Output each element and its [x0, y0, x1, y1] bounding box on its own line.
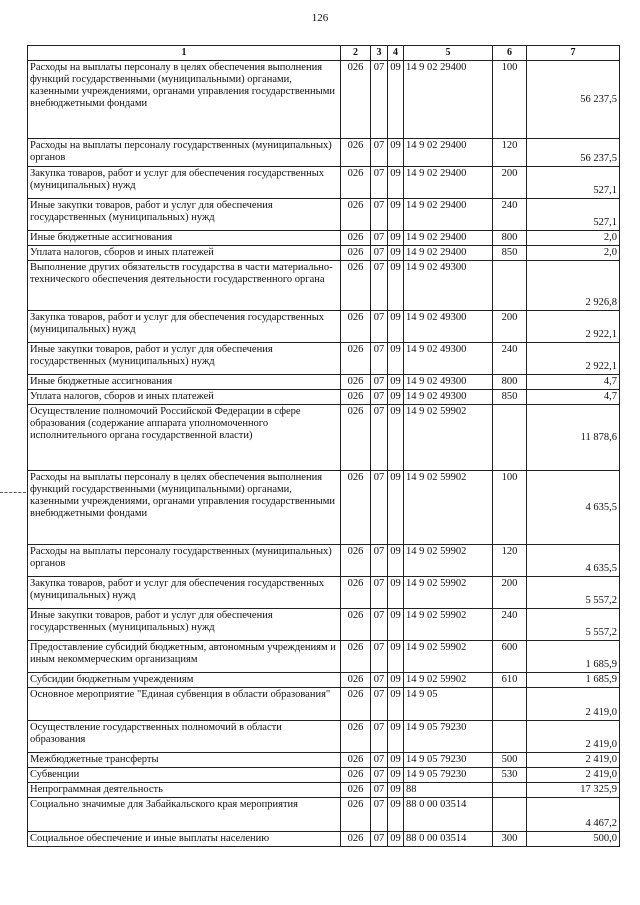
code-cell: 14 9 02 49300	[404, 343, 493, 375]
expense-name-cell: Выполнение других обязательств государства в части материально-технического обеспечения деятельности государственного органа	[28, 261, 341, 311]
code-cell: 09	[388, 61, 404, 139]
code-cell: 07	[371, 405, 388, 471]
code-cell: 07	[371, 199, 388, 231]
table-row	[28, 343, 620, 375]
code-cell: 07	[371, 832, 388, 847]
table-row	[28, 545, 620, 577]
amount-cell: 1 685,9	[527, 673, 620, 688]
code-cell: 026	[341, 545, 371, 577]
amount-cell: 4,7	[527, 375, 620, 390]
amount-cell: 2,0	[527, 231, 620, 246]
amount-cell: 4,7	[527, 390, 620, 405]
amount-cell: 4 635,5	[527, 545, 620, 577]
code-cell: 120	[493, 139, 527, 167]
code-cell: 14 9 02 59902	[404, 577, 493, 609]
table-row	[28, 139, 620, 167]
expense-name-cell: Иные бюджетные ассигнования	[28, 375, 341, 390]
code-cell: 850	[493, 390, 527, 405]
code-cell: 026	[341, 768, 371, 783]
code-cell: 09	[388, 688, 404, 721]
code-cell: 09	[388, 721, 404, 753]
code-cell: 026	[341, 261, 371, 311]
expense-name-cell: Уплата налогов, сборов и иных платежей	[28, 246, 341, 261]
code-cell: 09	[388, 375, 404, 390]
code-cell: 026	[341, 798, 371, 832]
code-cell: 07	[371, 783, 388, 798]
code-cell: 07	[371, 673, 388, 688]
table-row	[28, 471, 620, 545]
code-cell: 07	[371, 471, 388, 545]
code-cell: 026	[341, 61, 371, 139]
expense-name-cell: Предоставление субсидий бюджетным, автономным учреждениям и иным некоммерческим организациям	[28, 641, 341, 673]
code-cell: 026	[341, 832, 371, 847]
code-cell: 07	[371, 261, 388, 311]
column-header: 4	[388, 46, 404, 61]
code-cell: 09	[388, 471, 404, 545]
table-row	[28, 390, 620, 405]
code-cell: 88 0 00 03514	[404, 832, 493, 847]
table-row	[28, 768, 620, 783]
code-cell: 88 0 00 03514	[404, 798, 493, 832]
code-cell: 026	[341, 471, 371, 545]
code-cell: 07	[371, 343, 388, 375]
code-cell: 07	[371, 311, 388, 343]
code-cell: 09	[388, 231, 404, 246]
amount-cell: 11 878,6	[527, 405, 620, 471]
expense-name-cell: Расходы на выплаты персоналу государственных (муниципальных) органов	[28, 139, 341, 167]
page-number: 126	[311, 12, 329, 24]
table-row	[28, 167, 620, 199]
column-header: 6	[493, 46, 527, 61]
code-cell: 14 9 05 79230	[404, 768, 493, 783]
table-row	[28, 231, 620, 246]
code-cell: 07	[371, 688, 388, 721]
expense-name-cell: Социально значимые для Забайкальского края мероприятия	[28, 798, 341, 832]
code-cell: 026	[341, 343, 371, 375]
table-row	[28, 721, 620, 753]
table-row	[28, 673, 620, 688]
code-cell: 09	[388, 199, 404, 231]
table-row	[28, 609, 620, 641]
code-cell: 14 9 02 29400	[404, 199, 493, 231]
code-cell: 14 9 02 29400	[404, 246, 493, 261]
code-cell: 07	[371, 246, 388, 261]
code-cell: 14 9 02 59902	[404, 673, 493, 688]
code-cell: 14 9 02 49300	[404, 390, 493, 405]
code-cell: 07	[371, 375, 388, 390]
table-row	[28, 405, 620, 471]
code-cell	[493, 405, 527, 471]
code-cell: 026	[341, 246, 371, 261]
expense-name-cell: Иные закупки товаров, работ и услуг для обеспечения государственных (муниципальных) нужд	[28, 609, 341, 641]
code-cell: 09	[388, 545, 404, 577]
amount-cell: 4 635,5	[527, 471, 620, 545]
amount-cell: 500,0	[527, 832, 620, 847]
code-cell: 09	[388, 673, 404, 688]
code-cell: 07	[371, 641, 388, 673]
expense-name-cell: Субсидии бюджетным учреждениям	[28, 673, 341, 688]
table-header-row	[28, 46, 620, 61]
amount-cell: 5 557,2	[527, 609, 620, 641]
table-row	[28, 783, 620, 798]
code-cell: 026	[341, 753, 371, 768]
amount-cell: 2 922,1	[527, 311, 620, 343]
amount-cell: 527,1	[527, 199, 620, 231]
code-cell: 300	[493, 832, 527, 847]
amount-cell: 5 557,2	[527, 577, 620, 609]
code-cell: 07	[371, 753, 388, 768]
code-cell: 026	[341, 139, 371, 167]
code-cell: 026	[341, 375, 371, 390]
code-cell: 100	[493, 471, 527, 545]
code-cell: 100	[493, 61, 527, 139]
code-cell: 14 9 02 59902	[404, 641, 493, 673]
expense-name-cell: Расходы на выплаты персоналу в целях обеспечения выполнения функций государственными (муниципальными) органами, казенными учреждениями, органами управления государственными внебюджетными фондами	[28, 471, 341, 545]
code-cell: 200	[493, 311, 527, 343]
amount-cell: 56 237,5	[527, 61, 620, 139]
code-cell: 09	[388, 343, 404, 375]
code-cell: 026	[341, 641, 371, 673]
amount-cell: 2 419,0	[527, 768, 620, 783]
amount-cell: 2 922,1	[527, 343, 620, 375]
code-cell: 240	[493, 343, 527, 375]
expense-name-cell: Осуществление полномочий Российской Федерации в сфере образования (содержание аппарата уполномоченного исполнительного органа государственной власти)	[28, 405, 341, 471]
code-cell: 09	[388, 405, 404, 471]
table-row	[28, 753, 620, 768]
column-header: 1	[28, 46, 341, 61]
code-cell: 800	[493, 231, 527, 246]
code-cell: 026	[341, 231, 371, 246]
amount-cell: 1 685,9	[527, 641, 620, 673]
expense-name-cell: Иные закупки товаров, работ и услуг для обеспечения государственных (муниципальных) нужд	[28, 199, 341, 231]
amount-cell: 2 926,8	[527, 261, 620, 311]
table-row	[28, 688, 620, 721]
code-cell: 800	[493, 375, 527, 390]
code-cell	[493, 261, 527, 311]
code-cell: 07	[371, 167, 388, 199]
amount-cell: 4 467,2	[527, 798, 620, 832]
code-cell: 09	[388, 753, 404, 768]
margin-mark	[0, 492, 26, 493]
expense-name-cell: Уплата налогов, сборов и иных платежей	[28, 390, 341, 405]
table-row	[28, 375, 620, 390]
code-cell: 07	[371, 139, 388, 167]
code-cell: 09	[388, 798, 404, 832]
code-cell: 14 9 05	[404, 688, 493, 721]
budget-table	[27, 45, 620, 847]
expense-name-cell: Иные закупки товаров, работ и услуг для обеспечения государственных (муниципальных) нужд	[28, 343, 341, 375]
code-cell: 14 9 02 59902	[404, 405, 493, 471]
code-cell: 07	[371, 768, 388, 783]
expense-name-cell: Закупка товаров, работ и услуг для обеспечения государственных (муниципальных) нужд	[28, 311, 341, 343]
column-header: 7	[527, 46, 620, 61]
code-cell: 240	[493, 609, 527, 641]
code-cell: 09	[388, 609, 404, 641]
code-cell: 530	[493, 768, 527, 783]
code-cell: 026	[341, 167, 371, 199]
code-cell: 14 9 02 59902	[404, 471, 493, 545]
code-cell: 07	[371, 231, 388, 246]
amount-cell: 527,1	[527, 167, 620, 199]
code-cell: 14 9 02 29400	[404, 167, 493, 199]
code-cell: 88	[404, 783, 493, 798]
code-cell: 07	[371, 798, 388, 832]
code-cell: 14 9 02 49300	[404, 261, 493, 311]
code-cell: 14 9 02 49300	[404, 311, 493, 343]
code-cell: 14 9 02 49300	[404, 375, 493, 390]
table-row	[28, 798, 620, 832]
code-cell: 07	[371, 577, 388, 609]
code-cell	[493, 783, 527, 798]
expense-name-cell: Расходы на выплаты персоналу государственных (муниципальных) органов	[28, 545, 341, 577]
code-cell: 850	[493, 246, 527, 261]
code-cell: 14 9 05 79230	[404, 721, 493, 753]
table-row	[28, 61, 620, 139]
table-row	[28, 246, 620, 261]
code-cell: 120	[493, 545, 527, 577]
code-cell	[493, 688, 527, 721]
code-cell: 14 9 02 59902	[404, 609, 493, 641]
table-row	[28, 311, 620, 343]
code-cell: 026	[341, 783, 371, 798]
table-row	[28, 832, 620, 847]
code-cell: 240	[493, 199, 527, 231]
amount-cell: 2 419,0	[527, 753, 620, 768]
code-cell: 026	[341, 721, 371, 753]
code-cell: 09	[388, 641, 404, 673]
code-cell: 026	[341, 405, 371, 471]
code-cell: 09	[388, 261, 404, 311]
amount-cell: 2 419,0	[527, 721, 620, 753]
code-cell: 09	[388, 832, 404, 847]
code-cell: 610	[493, 673, 527, 688]
code-cell: 07	[371, 61, 388, 139]
code-cell: 09	[388, 311, 404, 343]
code-cell: 14 9 05 79230	[404, 753, 493, 768]
code-cell: 026	[341, 390, 371, 405]
expense-name-cell: Закупка товаров, работ и услуг для обеспечения государственных (муниципальных) нужд	[28, 577, 341, 609]
code-cell: 14 9 02 29400	[404, 231, 493, 246]
expense-name-cell: Межбюджетные трансферты	[28, 753, 341, 768]
amount-cell: 17 325,9	[527, 783, 620, 798]
amount-cell: 2 419,0	[527, 688, 620, 721]
expense-name-cell: Расходы на выплаты персоналу в целях обеспечения выполнения функций государственными (муниципальными) органами, казенными учреждениями, органами управления государственными внебюджетными фондами	[28, 61, 341, 139]
expense-name-cell: Социальное обеспечение и иные выплаты населению	[28, 832, 341, 847]
column-header: 5	[404, 46, 493, 61]
column-header: 2	[341, 46, 371, 61]
expense-name-cell: Субвенции	[28, 768, 341, 783]
code-cell: 07	[371, 390, 388, 405]
code-cell: 026	[341, 609, 371, 641]
code-cell: 09	[388, 246, 404, 261]
column-header: 3	[371, 46, 388, 61]
code-cell: 07	[371, 721, 388, 753]
code-cell: 026	[341, 311, 371, 343]
code-cell: 14 9 02 29400	[404, 61, 493, 139]
code-cell: 07	[371, 545, 388, 577]
code-cell: 200	[493, 577, 527, 609]
code-cell: 09	[388, 577, 404, 609]
code-cell: 500	[493, 753, 527, 768]
code-cell	[493, 721, 527, 753]
table-row	[28, 261, 620, 311]
code-cell: 200	[493, 167, 527, 199]
expense-name-cell: Закупка товаров, работ и услуг для обеспечения государственных (муниципальных) нужд	[28, 167, 341, 199]
code-cell	[493, 798, 527, 832]
amount-cell: 56 237,5	[527, 139, 620, 167]
table-row	[28, 641, 620, 673]
code-cell: 09	[388, 768, 404, 783]
table-row	[28, 199, 620, 231]
code-cell: 09	[388, 139, 404, 167]
code-cell: 026	[341, 199, 371, 231]
expense-name-cell: Осуществление государственных полномочий в области образования	[28, 721, 341, 753]
code-cell: 14 9 02 29400	[404, 139, 493, 167]
expense-name-cell: Непрограммная деятельность	[28, 783, 341, 798]
amount-cell: 2,0	[527, 246, 620, 261]
code-cell: 600	[493, 641, 527, 673]
code-cell: 07	[371, 609, 388, 641]
code-cell: 026	[341, 577, 371, 609]
code-cell: 09	[388, 783, 404, 798]
code-cell: 14 9 02 59902	[404, 545, 493, 577]
expense-name-cell: Иные бюджетные ассигнования	[28, 231, 341, 246]
code-cell: 09	[388, 167, 404, 199]
table-row	[28, 577, 620, 609]
expense-name-cell: Основное мероприятие "Единая субвенция в области образования"	[28, 688, 341, 721]
code-cell: 026	[341, 673, 371, 688]
code-cell: 026	[341, 688, 371, 721]
code-cell: 09	[388, 390, 404, 405]
